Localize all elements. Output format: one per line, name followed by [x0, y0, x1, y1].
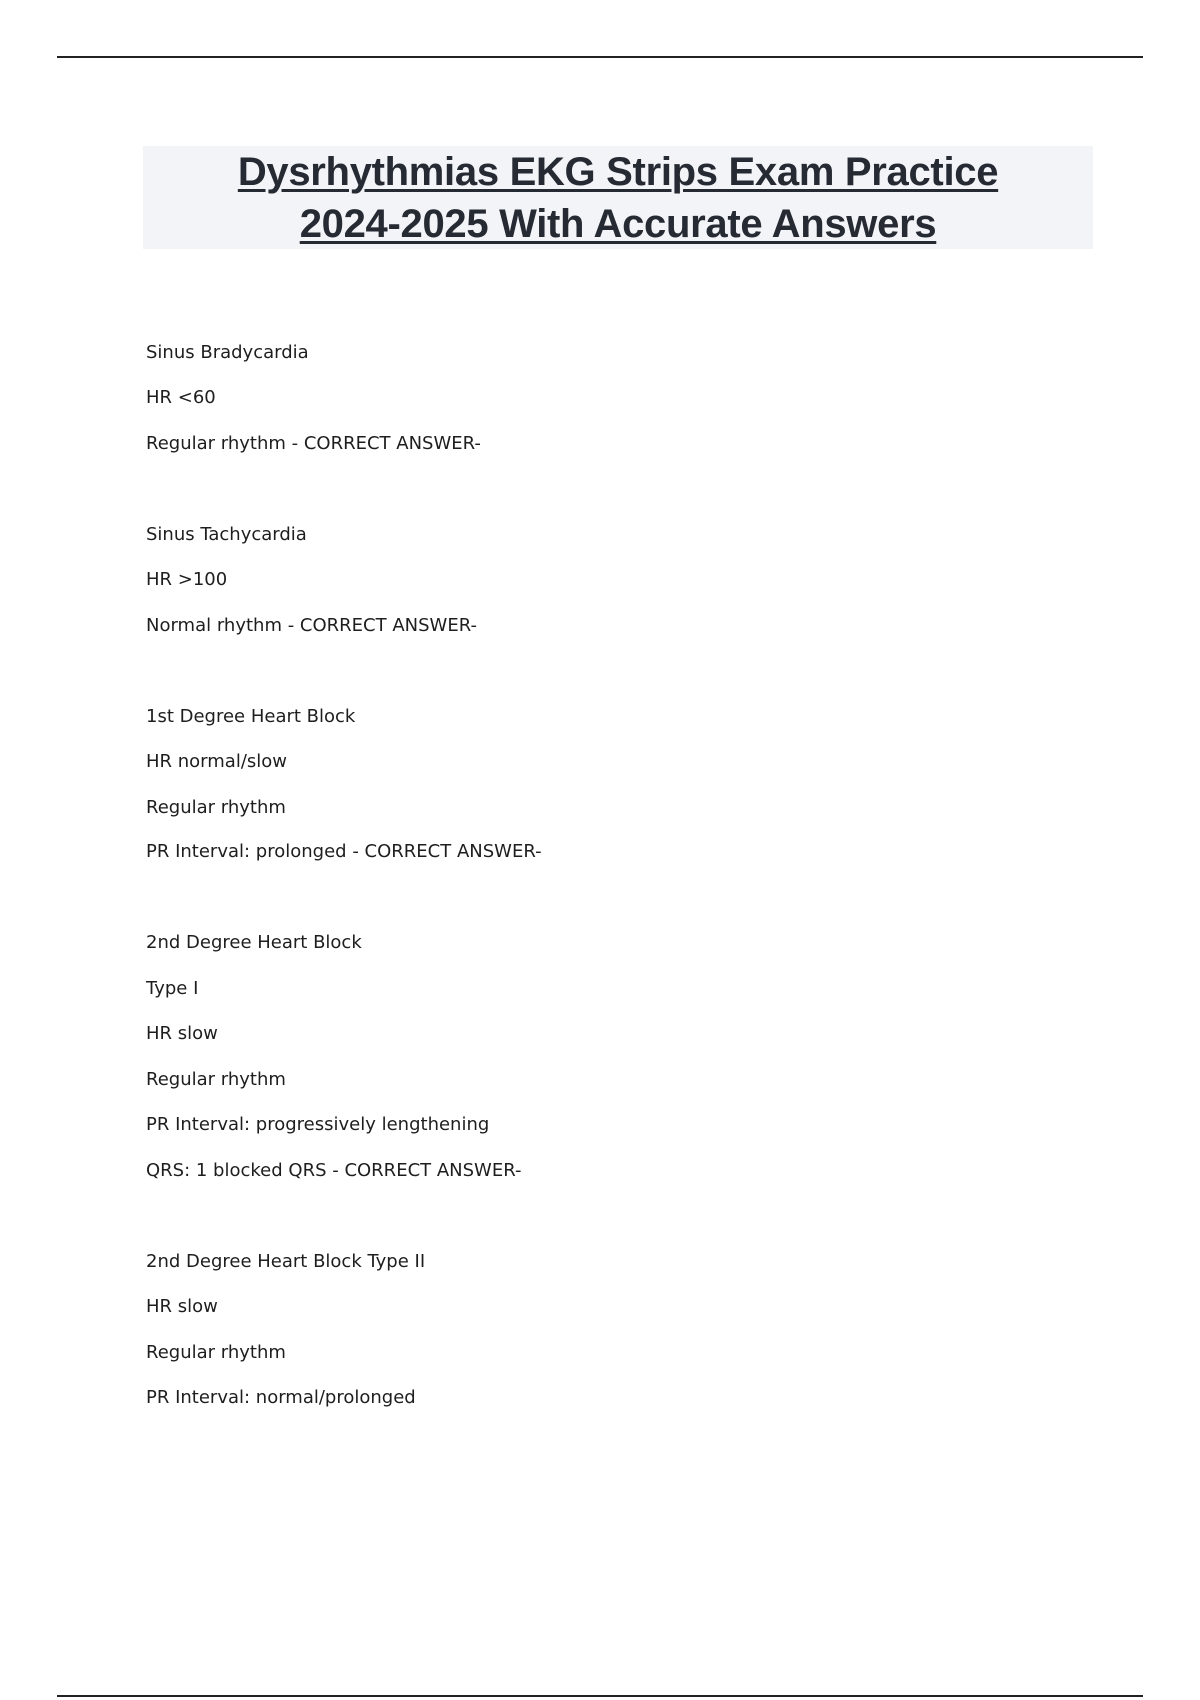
- entry-line: 2nd Degree Heart Block: [146, 932, 362, 953]
- entry-line: Sinus Bradycardia: [146, 342, 309, 363]
- entry-line: HR normal/slow: [146, 751, 288, 772]
- entry-line: HR slow: [146, 1023, 218, 1044]
- entry-line: Sinus Tachycardia: [146, 524, 307, 545]
- entry-line: QRS: 1 blocked QRS - CORRECT ANSWER-: [146, 1160, 522, 1181]
- entry-line: HR slow: [146, 1296, 218, 1317]
- entry-line: 1st Degree Heart Block: [146, 706, 356, 727]
- entry-line: HR <60: [146, 387, 216, 408]
- entry-line: 2nd Degree Heart Block Type II: [146, 1251, 426, 1272]
- page-bottom-rule: [57, 1695, 1143, 1697]
- page-top-rule: [57, 56, 1143, 58]
- entry-line: PR Interval: normal/prolonged: [146, 1387, 416, 1408]
- entry-line: Regular rhythm - CORRECT ANSWER-: [146, 433, 481, 454]
- document-title-line-1: Dysrhythmias EKG Strips Exam Practice: [237, 150, 999, 194]
- entry-line: PR Interval: progressively lengthening: [146, 1114, 490, 1135]
- entry-line: Type I: [146, 978, 199, 999]
- entry-line: Regular rhythm: [146, 1069, 286, 1090]
- entry-line: Regular rhythm: [146, 797, 286, 818]
- title-box: [143, 146, 1093, 249]
- entry-line: PR Interval: prolonged - CORRECT ANSWER-: [146, 841, 542, 862]
- entry-line: HR >100: [146, 569, 228, 590]
- document-title-line-2: 2024-2025 With Accurate Answers: [299, 202, 937, 246]
- entry-line: Regular rhythm: [146, 1342, 286, 1363]
- entry-line: Normal rhythm - CORRECT ANSWER-: [146, 615, 477, 636]
